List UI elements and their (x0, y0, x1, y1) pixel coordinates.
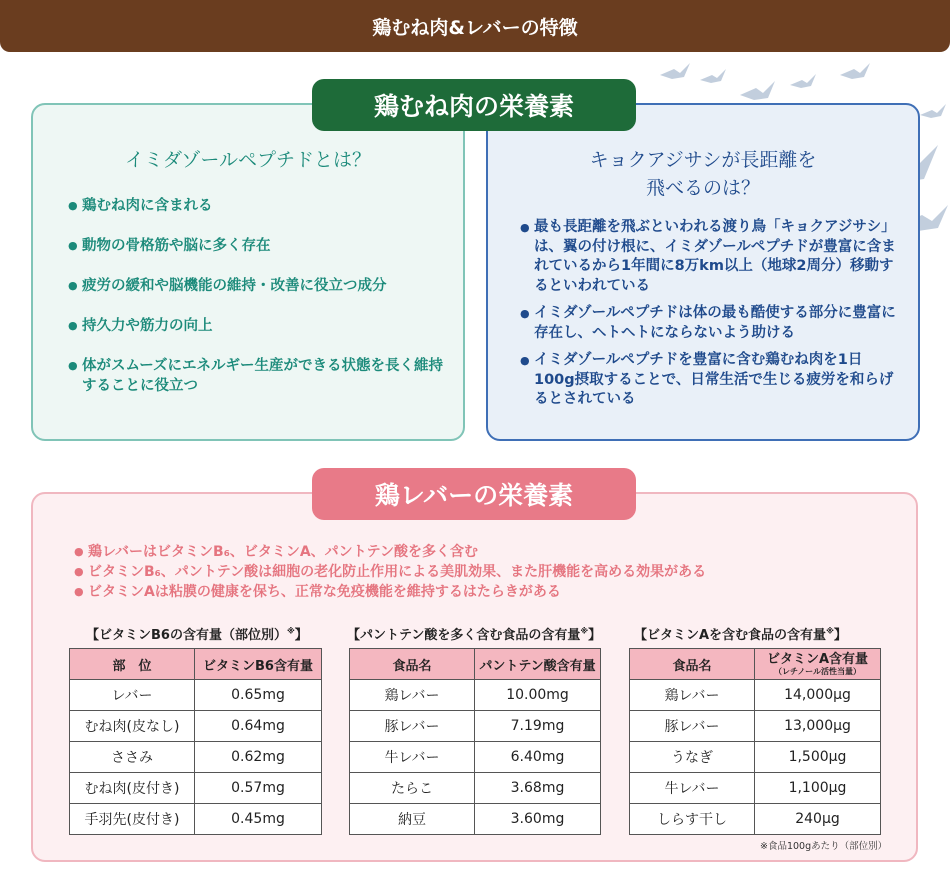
table-row (70, 773, 322, 804)
table-cell: 1,500μg (755, 742, 881, 773)
table-cell: 0.62mg (195, 742, 322, 773)
vitamin-a-table-caption (634, 624, 847, 643)
table-row (630, 804, 881, 835)
caption-mark: ※ (826, 626, 834, 636)
table-cell: 納豆 (350, 804, 475, 835)
imidazole-list (68, 196, 453, 416)
table-cell: 豚レバー (630, 711, 755, 742)
table-row (630, 773, 881, 804)
table-cell: 0.64mg (195, 711, 322, 742)
table-row (70, 711, 322, 742)
caption-text: 【パントテン酸を多く含む食品の含有量 (347, 628, 581, 643)
list-item: ● 持久力や筋力の向上 (68, 316, 453, 336)
table-cell: 鶏レバー (630, 680, 755, 711)
vitamin-a-table (629, 648, 881, 835)
table-cell: 手羽先(皮付き) (70, 804, 195, 835)
liver-heading-label: 鶏レバーの栄養素 (374, 481, 574, 510)
table-cell: 13,000μg (755, 711, 881, 742)
arctic-tern-title (486, 146, 920, 202)
table-header-row (350, 649, 601, 680)
caption-end: 】 (833, 628, 847, 643)
table-cell: たらこ (350, 773, 475, 804)
liver-list (74, 542, 894, 602)
column-header: 部 位 (70, 649, 195, 680)
table-cell: 7.19mg (475, 711, 601, 742)
caption-mark: ※ (580, 626, 589, 636)
table-cell: むね肉(皮付き) (70, 773, 195, 804)
table-row (630, 742, 881, 773)
pantothenic-table-caption (347, 624, 601, 643)
table-row (70, 742, 322, 773)
caption-end: 】 (588, 628, 602, 643)
list-item: ● イミダゾールペプチドを豊富に含む鶏むね肉を1日100g摂取することで、日常生活で生じる疲労を和らげるとされている (520, 351, 900, 410)
table-row (70, 804, 322, 835)
list-item: ● 動物の骨格筋や脳に多く存在 (68, 236, 453, 256)
table-cell: 10.00mg (475, 680, 601, 711)
table-header-row (70, 649, 322, 680)
caption-end: 】 (294, 628, 308, 643)
arctic-tern-title-line1: キョクアジサシが長距離を (589, 149, 817, 171)
list-item: ● 鶏レバーはビタミンB₆、ビタミンA、パントテン酸を多く含む (74, 542, 894, 562)
pantothenic-table (349, 648, 601, 835)
column-header-note: （レチノール活性当量） (773, 666, 862, 676)
list-item: ● 体がスムーズにエネルギー生産ができる状態を長く維持することに役立つ (68, 356, 453, 396)
table-cell: 14,000μg (755, 680, 881, 711)
table-cell: しらす干し (630, 804, 755, 835)
chicken-breast-nutrients-heading (312, 79, 636, 131)
table-cell: 牛レバー (630, 773, 755, 804)
table-row (630, 711, 881, 742)
table-cell: 牛レバー (350, 742, 475, 773)
table-cell: 0.65mg (195, 680, 322, 711)
table-row (350, 742, 601, 773)
list-item: ● 鶏むね肉に含まれる (68, 196, 453, 216)
table-cell: 0.57mg (195, 773, 322, 804)
imidazole-title: イミダゾールペプチドとは？ (124, 149, 372, 171)
table-cell: 3.60mg (475, 804, 601, 835)
list-item: ● ビタミンB₆、パントテン酸は細胞の老化防止作用による美肌効果、また肝機能を高める効果がある (74, 562, 894, 582)
column-header: パントテン酸含有量 (475, 649, 601, 680)
caption-mark: ※ (286, 626, 295, 636)
table-cell: 240μg (755, 804, 881, 835)
caption-text: 【ビタミンAを含む食品の含有量 (634, 628, 827, 643)
table-cell: 0.45mg (195, 804, 322, 835)
caption-text: 【ビタミンB6の含有量（部位別） (86, 628, 287, 643)
list-item: ● 疲労の緩和や脳機能の維持・改善に役立つ成分 (68, 276, 453, 296)
page-header (0, 0, 950, 52)
table-header-row (630, 649, 881, 680)
arctic-tern-list (520, 218, 900, 418)
table-cell: ささみ (70, 742, 195, 773)
arctic-tern-title-line2: 飛べるのは？ (645, 177, 760, 199)
b6-table-caption (86, 624, 308, 643)
table-cell: レバー (70, 680, 195, 711)
column-header (755, 649, 881, 680)
column-header: 食品名 (630, 649, 755, 680)
table-row (70, 680, 322, 711)
table-cell: 1,100μg (755, 773, 881, 804)
table-cell: 鶏レバー (350, 680, 475, 711)
table-cell: 3.68mg (475, 773, 601, 804)
column-header: ビタミンB6含有量 (195, 649, 322, 680)
liver-nutrients-heading (312, 468, 636, 520)
table-cell: 豚レバー (350, 711, 475, 742)
table-row (350, 711, 601, 742)
table-row (350, 773, 601, 804)
footnote: ※食品100gあたり（部位別） (760, 841, 888, 852)
page-title: 鶏むね肉&レバーの特徴 (372, 16, 578, 39)
b6-table (69, 648, 322, 835)
chicken-breast-heading-label: 鶏むね肉の栄養素 (373, 92, 574, 121)
table-row (350, 804, 601, 835)
table-cell: 6.40mg (475, 742, 601, 773)
table-cell: むね肉(皮なし) (70, 711, 195, 742)
table-row (350, 680, 601, 711)
list-item: ● 最も長距離を飛ぶといわれる渡り鳥「キョクアジサシ」は、翼の付け根に、イミダゾールペプチドが豊富に含まれているから1年間に8万km以上（地球2周分）移動するといわれている (520, 218, 900, 296)
table-row (630, 680, 881, 711)
list-item: ● ビタミンAは粘膜の健康を保ち、正常な免疫機能を維持するはたらきがある (74, 582, 894, 602)
list-item: ● イミダゾールペプチドは体の最も酷使する部分に豊富に存在し、ヘトヘトにならないよう助ける (520, 304, 900, 343)
column-header-title: ビタミンA含有量 (766, 651, 869, 667)
table-cell: うなぎ (630, 742, 755, 773)
column-header: 食品名 (350, 649, 475, 680)
